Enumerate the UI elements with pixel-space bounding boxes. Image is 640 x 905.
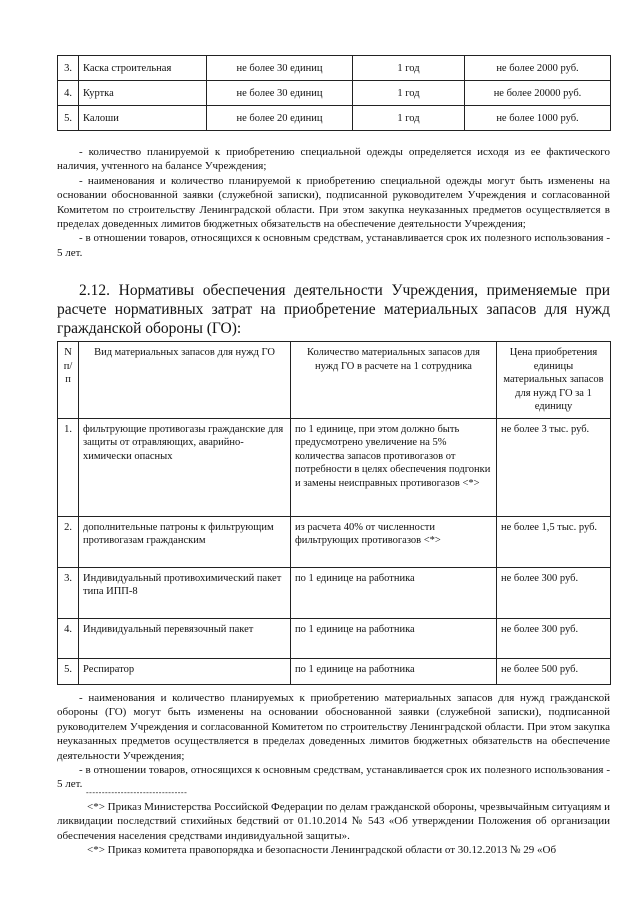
supply-qty: по 1 единице на работника xyxy=(291,658,497,684)
row-number: 1. xyxy=(58,418,79,516)
table-header-row xyxy=(58,342,611,419)
supply-kind: Индивидуальный перевязочный пакет xyxy=(79,618,291,658)
supply-price: не более 300 руб. xyxy=(497,618,611,658)
supply-price: не более 500 руб. xyxy=(497,658,611,684)
row-number: 4. xyxy=(58,618,79,658)
civil-defense-table xyxy=(57,341,611,685)
table-row xyxy=(58,56,611,81)
header-price: Цена приобретения единицы материальных запасов для нужд ГО за 1 единицу xyxy=(497,342,611,419)
supply-price: не более 300 руб. xyxy=(497,567,611,618)
footnote: <*> Приказ комитета правопорядка и безопасности Ленинградской области от 30.12.2013 № 29 «Об xyxy=(87,844,557,857)
section-heading xyxy=(57,281,610,338)
clothing-table xyxy=(57,55,611,131)
table-row xyxy=(58,106,611,131)
supply-kind: дополнительные патроны к фильтрующим противогазам гражданским xyxy=(79,516,291,567)
note-paragraph: - количество планируемой к приобретению специальной одежды определяется исходя из ее фактического наличия, учтенного на балансе Учреждения; xyxy=(57,146,610,173)
row-number: 5. xyxy=(58,106,79,131)
supply-kind: Респиратор xyxy=(79,658,291,684)
supply-qty: из расчета 40% от численности фильтрующих противогазов <*> xyxy=(291,516,497,567)
item-term: 1 год xyxy=(353,106,465,131)
item-quantity: не более 30 единиц xyxy=(207,81,353,106)
section-title: 2.12. Нормативы обеспечения деятельности Учреждения, применяемые при расчете нормативных затрат на приобретение материальных запасов для нужд гражданской обороны (ГО): xyxy=(57,282,610,337)
table-row xyxy=(58,418,611,516)
item-term: 1 год xyxy=(353,56,465,81)
footnote: <*> Приказ Министерства Российской Федерации по делам гражданской обороны, чрезвычайным ситуациям и ликвидации последствий стихийных бедствий от 01.10.2014 № 543 «Об утверждении Положения об организации обеспечения населения средствами индивидуальной защиты». xyxy=(57,801,610,842)
row-number: 3. xyxy=(58,56,79,81)
item-name: Каска строительная xyxy=(79,56,207,81)
supply-kind: Индивидуальный противохимический пакет типа ИПП-8 xyxy=(79,567,291,618)
item-name: Калоши xyxy=(79,106,207,131)
row-number: 4. xyxy=(58,81,79,106)
header-kind: Вид материальных запасов для нужд ГО xyxy=(79,342,291,419)
table-row xyxy=(58,516,611,567)
item-quantity: не более 30 единиц xyxy=(207,56,353,81)
supply-price: не более 3 тыс. руб. xyxy=(497,418,611,516)
civil-defense-notes xyxy=(57,691,610,792)
supply-price: не более 1,5 тыс. руб. xyxy=(497,516,611,567)
item-price: не более 20000 руб. xyxy=(465,81,611,106)
supply-qty: по 1 единице на работника xyxy=(291,618,497,658)
note-paragraph: - наименования и количество планируемой к приобретению специальной одежды могут быть изменены на основании обоснованной заявки (служебной записки), подписанной руководителем Учреждения и согласованной Комитетом по строительству Ленинградской области. При этом закупка неуказанных предметов осуществляется в пределах доведенных лимитов бюджетных обязательств на обеспечение деятельности Учреждения; xyxy=(57,174,610,231)
footnote-separator: -------------------------------- xyxy=(86,788,188,797)
note-paragraph: - наименования и количество планируемых к приобретению материальных запасов для нужд гражданской обороны (ГО) могут быть изменены на основании обоснованной заявки (служебной записки), подписанной руководителем Учреждения и согласованной Комитетом по строительству Ленинградской области. При этом закупка неуказанных предметов осуществляется в пределах доведенных лимитов бюджетных обязательств на обеспечение деятельности Учреждения; xyxy=(57,692,610,762)
table-row xyxy=(58,567,611,618)
clothing-notes xyxy=(57,145,610,260)
item-name: Куртка xyxy=(79,81,207,106)
table-row xyxy=(58,618,611,658)
supply-qty: по 1 единице на работника xyxy=(291,567,497,618)
row-number: 5. xyxy=(58,658,79,684)
row-number: 2. xyxy=(58,516,79,567)
supply-qty: по 1 единице, при этом должно быть предусмотрено увеличение на 5% количества запасов противогазов от потребности в целях обеспечения подгонки и замены неисправных противогазов <*> xyxy=(291,418,497,516)
note-paragraph: - в отношении товаров, относящихся к основным средствам, устанавливается срок их полезного использования - 5 лет. xyxy=(57,232,610,259)
note-paragraph: - в отношении товаров, относящихся к основным средствам, устанавливается срок их полезного использования - 5 лет. xyxy=(57,764,610,791)
header-qty: Количество материальных запасов для нужд ГО в расчете на 1 сотрудника xyxy=(291,342,497,419)
item-quantity: не более 20 единиц xyxy=(207,106,353,131)
supply-kind: фильтрующие противогазы гражданские для защиты от отравляющих, аварийно-химически опасных xyxy=(79,418,291,516)
table-row xyxy=(58,81,611,106)
header-num: N п/п xyxy=(58,342,79,419)
table-row xyxy=(58,658,611,684)
footnotes xyxy=(57,800,610,858)
row-number: 3. xyxy=(58,567,79,618)
item-price: не более 2000 руб. xyxy=(465,56,611,81)
item-term: 1 год xyxy=(353,81,465,106)
item-price: не более 1000 руб. xyxy=(465,106,611,131)
